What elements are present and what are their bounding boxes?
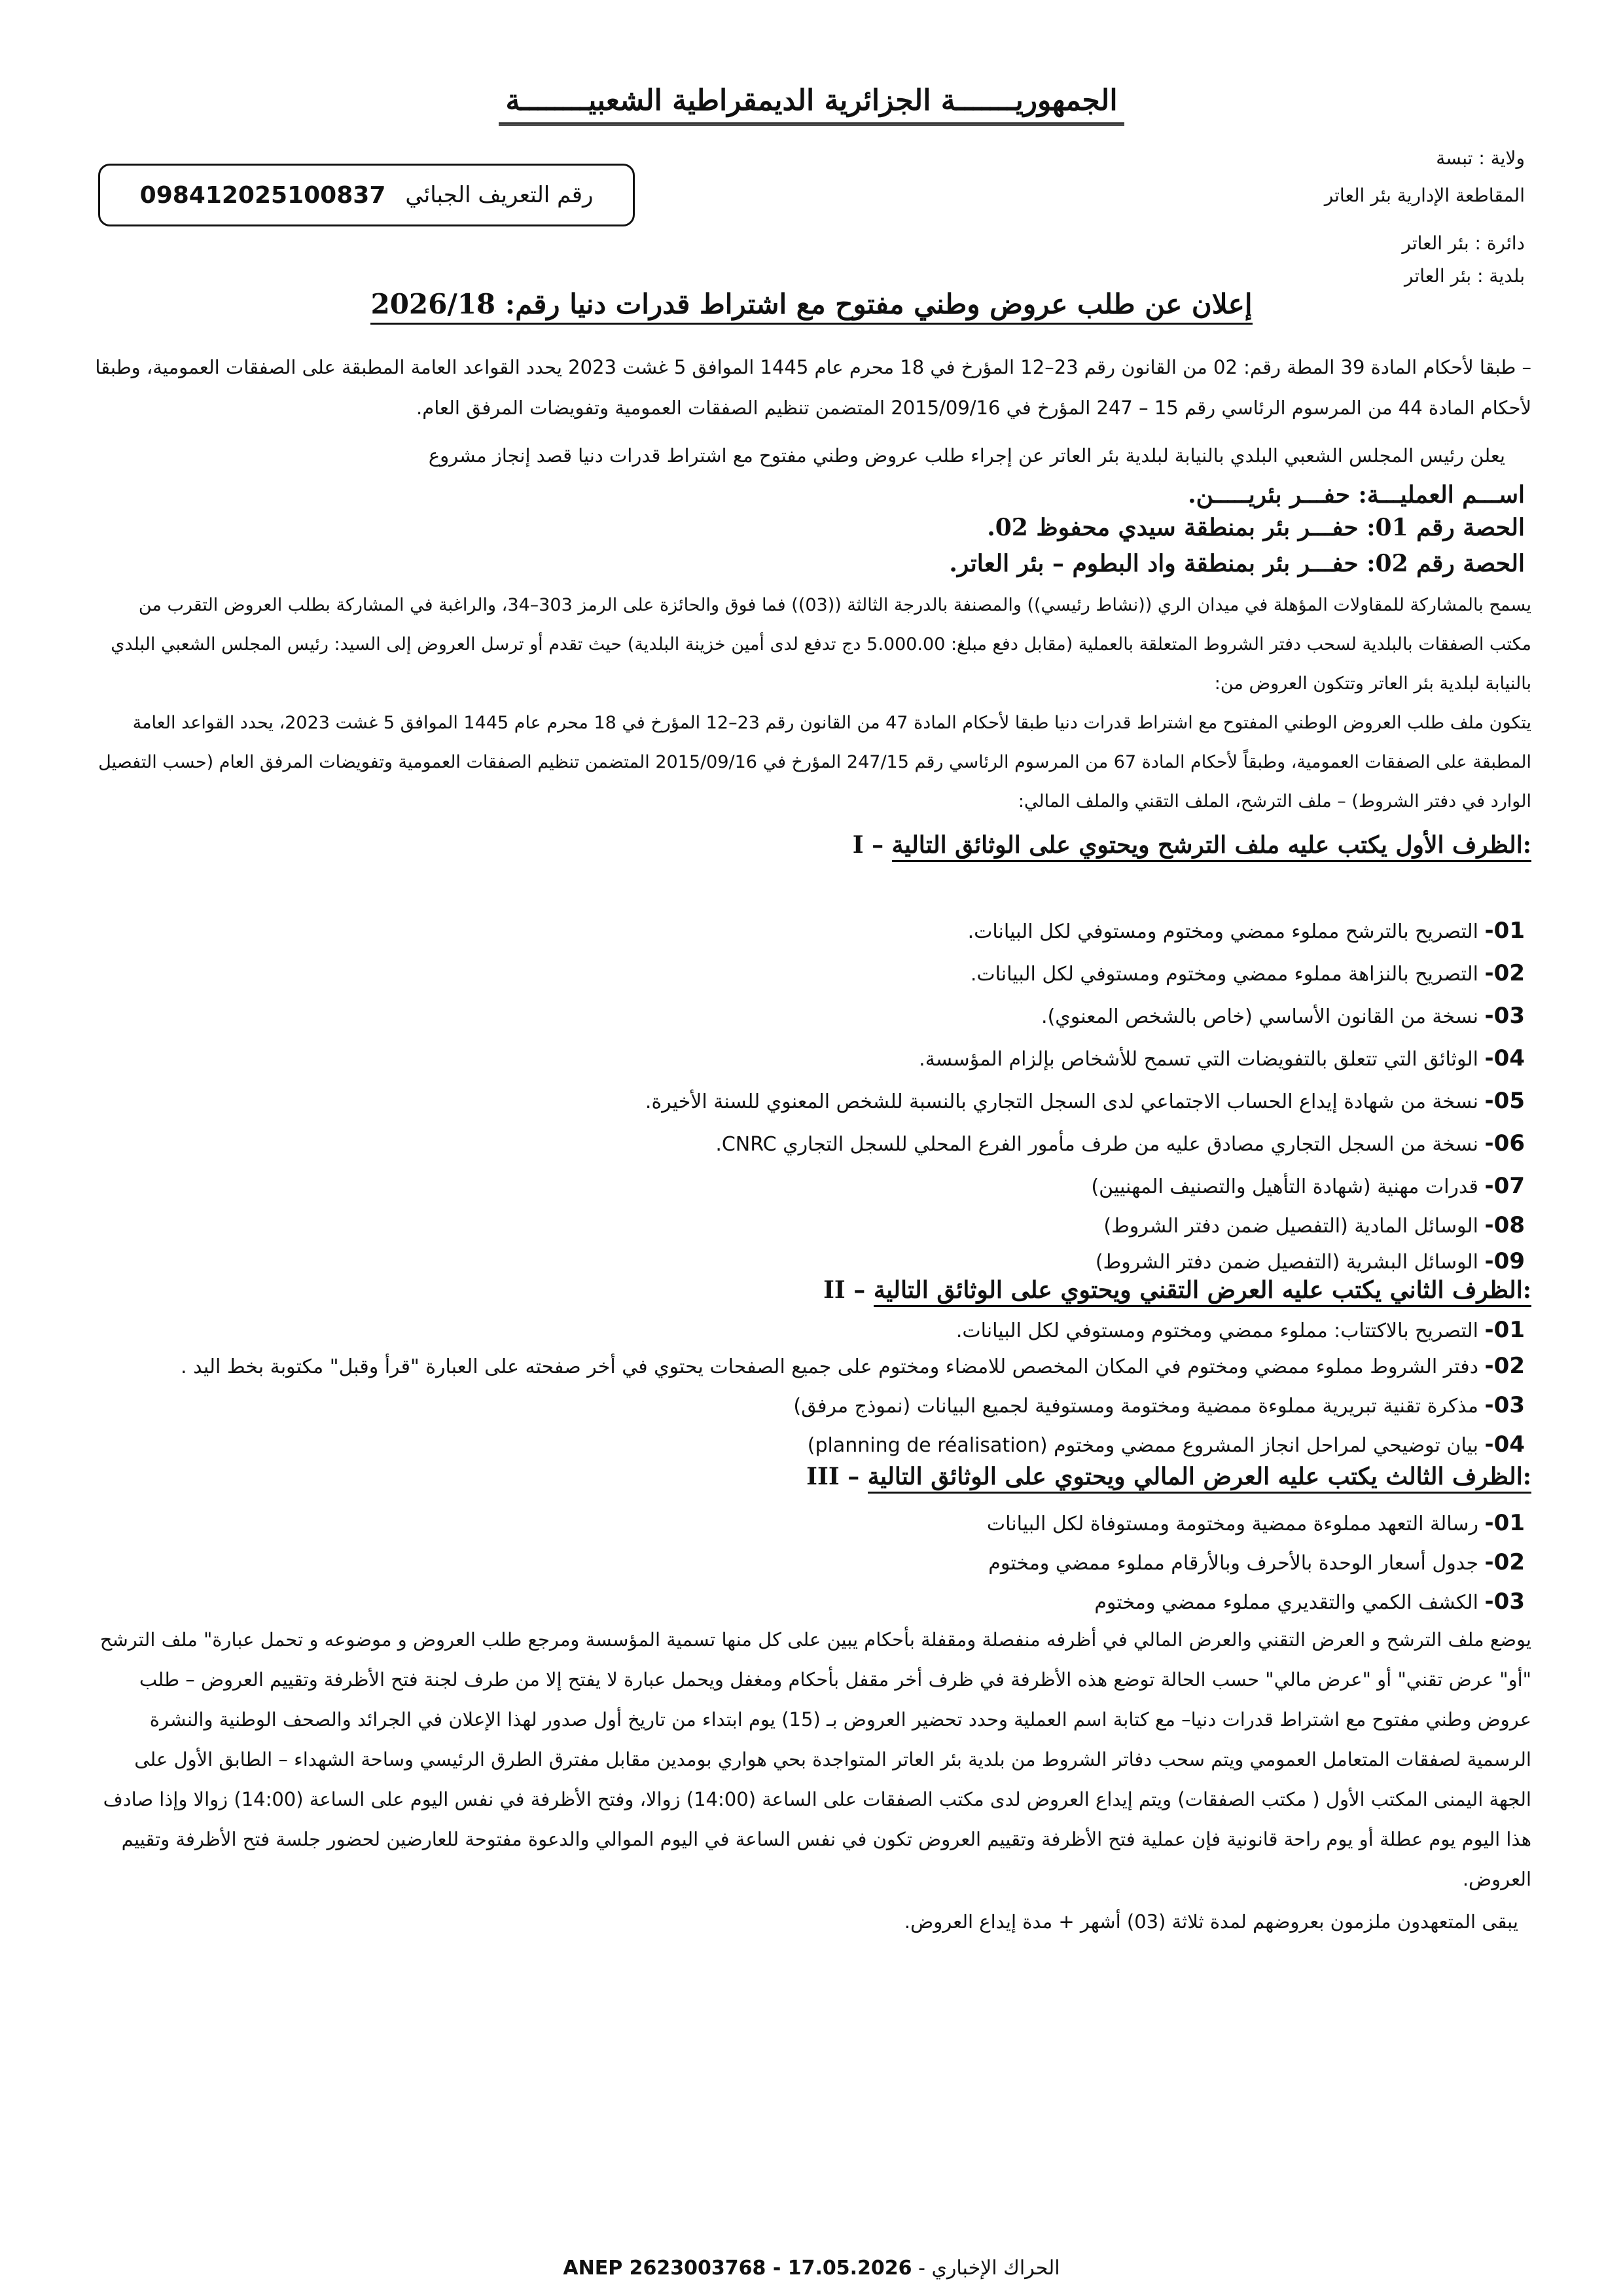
publisher-name: الحراك الإخباري - <box>918 2257 1060 2280</box>
validity-note: يبقى المتعهدون ملزمون بعروضهم لمدة ثلاثة (03) أشهر + مدة إيداع العروض. <box>904 1910 1518 1933</box>
publication-footer <box>0 2257 1623 2280</box>
legal-preamble: – طبقا لأحكام المادة 39 المطة رقم: 02 من القانون رقم 23–12 المؤرخ في 18 محرم عام 1445 الموافق 5 غشت 2023 يحدد القواعد العامة المطبقة على الصفقات العمومية، وطبقا لأحكام المادة 44 من المرسوم الرئاسي رقم 15 – 247 المؤرخ في 2015/09/16 المتضمن تنظيم الصفقات العمومية وتفويضات المرفق العام. <box>95 356 1531 419</box>
announcement-intro: يعلن رئيس المجلس الشعبي البلدي بالنيابة لبلدية بئر العاتر عن إجراء طلب عروض وطني مفتوح مع اشتراط قدرات دنيا قصد إنجاز مشروع <box>428 444 1505 467</box>
section-2-item-03: 03- مذكرة تقنية تبريرية مملوءة ممضية ومختومة ومستوفية لجميع البيانات (نموذج مرفق) <box>793 1392 1525 1418</box>
announcement-title <box>0 288 1623 320</box>
section-1-item-09: 09- الوسائل البشرية (التفصيل ضمن دفتر الشروط) <box>1095 1248 1525 1274</box>
section-2-number: II – <box>823 1276 866 1304</box>
section-2-title: الظرف الثاني يكتب عليه العرض التقني ويحتوي على الوثائق التالية: <box>874 1276 1531 1307</box>
operation-name: اســـم العمليـــة: حفـــر بئريـــــن. <box>1188 481 1525 509</box>
section-3-number: III – <box>806 1463 860 1490</box>
section-1-item-04: 04- الوثائق التي تتعلق بالتفويضات التي تسمح للأشخاص بإلزام المؤسسة. <box>919 1045 1525 1071</box>
republic-text: الجمهوريـــــــة الجزائرية الديمقراطية الشعبيــــــــة <box>499 84 1124 126</box>
section-3-item-03: 03- الكشف الكمي والتقديري مملوء ممضي ومختوم <box>1094 1588 1525 1615</box>
lot-01: الحصة رقم 01: حفـــر بئر بمنطقة سيدي محفوظ 02. <box>987 514 1525 541</box>
submission-instructions: يوضع ملف الترشح و العرض التقني والعرض المالي في أظرفه منفصلة ومقفلة بأحكام يبين على كل منها تسمية المؤسسة ومرجع طلب العروض و موضوعه و تحمل عبارة" ملف الترشح "أو" عرض تقني" أو "عرض مالي" حسب الحالة توضع هذه الأظرفة في ظرف أخر مقفل بأحكام ومغفل ويحمل عبارة لا يفتح إلا من طرف لجنة فتح الأظرفة وتقييم العروض – طلب عروض وطني مفتوح مع اشتراط قدرات دنيا– مع كتابة اسم العملية وحدد تحضير العروض بـ (15) يوم ابتداء من تاريخ أول صدور لهذا الإعلان في الجرائد والصحف الوطنية والنشرة الرسمية لصفقات المتعامل العمومي ويتم سحب دفاتر الشروط من بلدية بئر العاتر المتواجدة بحي هواري بومدين مقابل مفترق الطرق الرئيسي وساحة الشهداء – الطابق الأول على الجهة اليمنى المكتب الأول ( مكتب الصفقات) ويتم إيداع العروض لدى مكتب الصفقات على الساعة (14:00) زوالا، وفتح الأظرفة في نفس اليوم على الساعة (14:00) زوالا وإذا صادف هذا اليوم يوم عطلة أو يوم راحة قانونية فإن عملية فتح الأظرفة وتقييم العروض تكون في نفس الساعة في اليوم الموالي والدعوة مفتوحة للعارضين لحضور جلسة فتح الأظرفة وتقييم العروض. <box>99 1628 1531 1890</box>
section-1-item-06: 06- نسخة من السجل التجاري مصادق عليه من طرف مأمور الفرع المحلي للسجل التجاري CNRC. <box>715 1130 1525 1157</box>
section-2-item-04: 04- بيان توضيحي لمراحل انجاز المشروع ممضي ومختوم (planning de réalisation) <box>807 1431 1525 1458</box>
section-1-title: الظرف الأول يكتب عليه ملف الترشح ويحتوي على الوثائق التالية: <box>892 831 1531 862</box>
tax-id-box <box>98 164 635 226</box>
section-1-heading <box>853 831 1531 859</box>
section-2-item-02: 02- دفتر الشروط مملوء ممضي ومختوم في المكان المخصص للامضاء ومختوم على جميع الصفحات يحتوي في أخر صفحته على العبارة "قرأ وقبل" مكتوبة بخط اليد . <box>181 1353 1525 1379</box>
section-1-number: I – <box>852 831 884 859</box>
section-2-heading <box>823 1276 1531 1304</box>
section-1-item-07: 07- قدرات مهنية (شهادة التأهيل والتصنيف المهنيين) <box>1091 1173 1525 1199</box>
announcement-title-text: إعلان عن طلب عروض وطني مفتوح مع اشتراط قدرات دنيا رقم: 2026/18 <box>370 288 1252 325</box>
daira-line: دائرة : بئر العاتر <box>1402 232 1525 254</box>
republic-heading <box>0 84 1623 117</box>
section-1-item-08: 08- الوسائل المادية (التفصيل ضمن دفتر الشروط) <box>1103 1212 1525 1238</box>
section-3-item-01: 01- رسالة التعهد مملوءة ممضية ومختومة ومستوفاة لكل البيانات <box>986 1510 1525 1536</box>
commune-line: بلدية : بئر العاتر <box>1404 265 1525 287</box>
section-1-item-01: 01- التصريح بالترشح مملوء ممضي ومختوم ومستوفي لكل البيانات. <box>967 918 1525 944</box>
eligibility-paragraph: يسمح بالمشاركة للمقاولات المؤهلة في ميدان الري ((نشاط رئيسي)) والمصنفة بالدرجة الثالثة ((03)) فما فوق والحائزة على الرمز 303–34، والراغبة في المشاركة بطلب العروض التقرب من مكتب الصفقات بالبلدية لسحب دفتر الشروط المتعلقة بالعملية (مقابل دفع مبلغ: 5.000.00 دج تدفع لدى أمين خزينة البلدية) حيث تقدم أو ترسل العروض إلى السيد: رئيس المجلس الشعبي البلدي بالنيابة لبلدية بئر العاتر وتتكون العروض من: <box>111 595 1531 694</box>
anep-reference: ANEP 2623003768 - 17.05.2026 <box>563 2257 912 2280</box>
tax-id-value: 09841202510083‏7 <box>139 181 386 209</box>
section-1-item-02: 02- التصريح بالنزاهة مملوء ممضي ومختوم ومستوفي لكل البيانات. <box>970 960 1525 986</box>
tax-id-label: رقم التعريف الجبائي <box>405 182 594 208</box>
wilaya-line: ولاية : تبسة <box>1436 147 1525 169</box>
admin-district-line: المقاطعة الإدارية بئر العاتر <box>1324 185 1525 206</box>
lot-02: الحصة رقم 02: حفـــر بئر بمنطقة واد البطوم – بئر العاتر. <box>949 550 1525 577</box>
section-1-item-05: 05- نسخة من شهادة إيداع الحساب الاجتماعي لدى السجل التجاري بالنسبة للشخص المعنوي للسنة الأخيرة. <box>645 1088 1525 1114</box>
file-composition-paragraph: يتكون ملف طلب العروض الوطني المفتوح مع اشتراط قدرات دنيا طبقا لأحكام المادة 47 من القانون رقم 23–12 المؤرخ في 18 محرم عام 1445 الموافق 5 غشت 2023، يحدد القواعد العامة المطبقة على الصفقات العمومية، وطبقاً لأحكام المادة 67 من المرسوم الرئاسي رقم 247/15 المؤرخ في 2015/09/16 المتضمن تنظيم الصفقات العمومية وتفويضات المرفق العام (حسب التفصيل الوارد في دفتر الشروط) – ملف الترشح، الملف التقني والملف المالي: <box>98 713 1531 812</box>
section-2-item-01: 01- التصريح بالاكتتاب: مملوء ممضي ومختوم ومستوفي لكل البيانات. <box>955 1317 1525 1343</box>
section-1-item-03: 03- نسخة من القانون الأساسي (خاص بالشخص المعنوي). <box>1041 1003 1525 1029</box>
section-3-item-02: 02- جدول أسعار الوحدة بالأحرف وبالأرقام مملوء ممضي ومختوم <box>988 1549 1525 1575</box>
section-3-title: الظرف الثالث يكتب عليه العرض المالي ويحتوي على الوثائق التالية: <box>868 1463 1531 1494</box>
section-3-heading <box>806 1463 1531 1490</box>
